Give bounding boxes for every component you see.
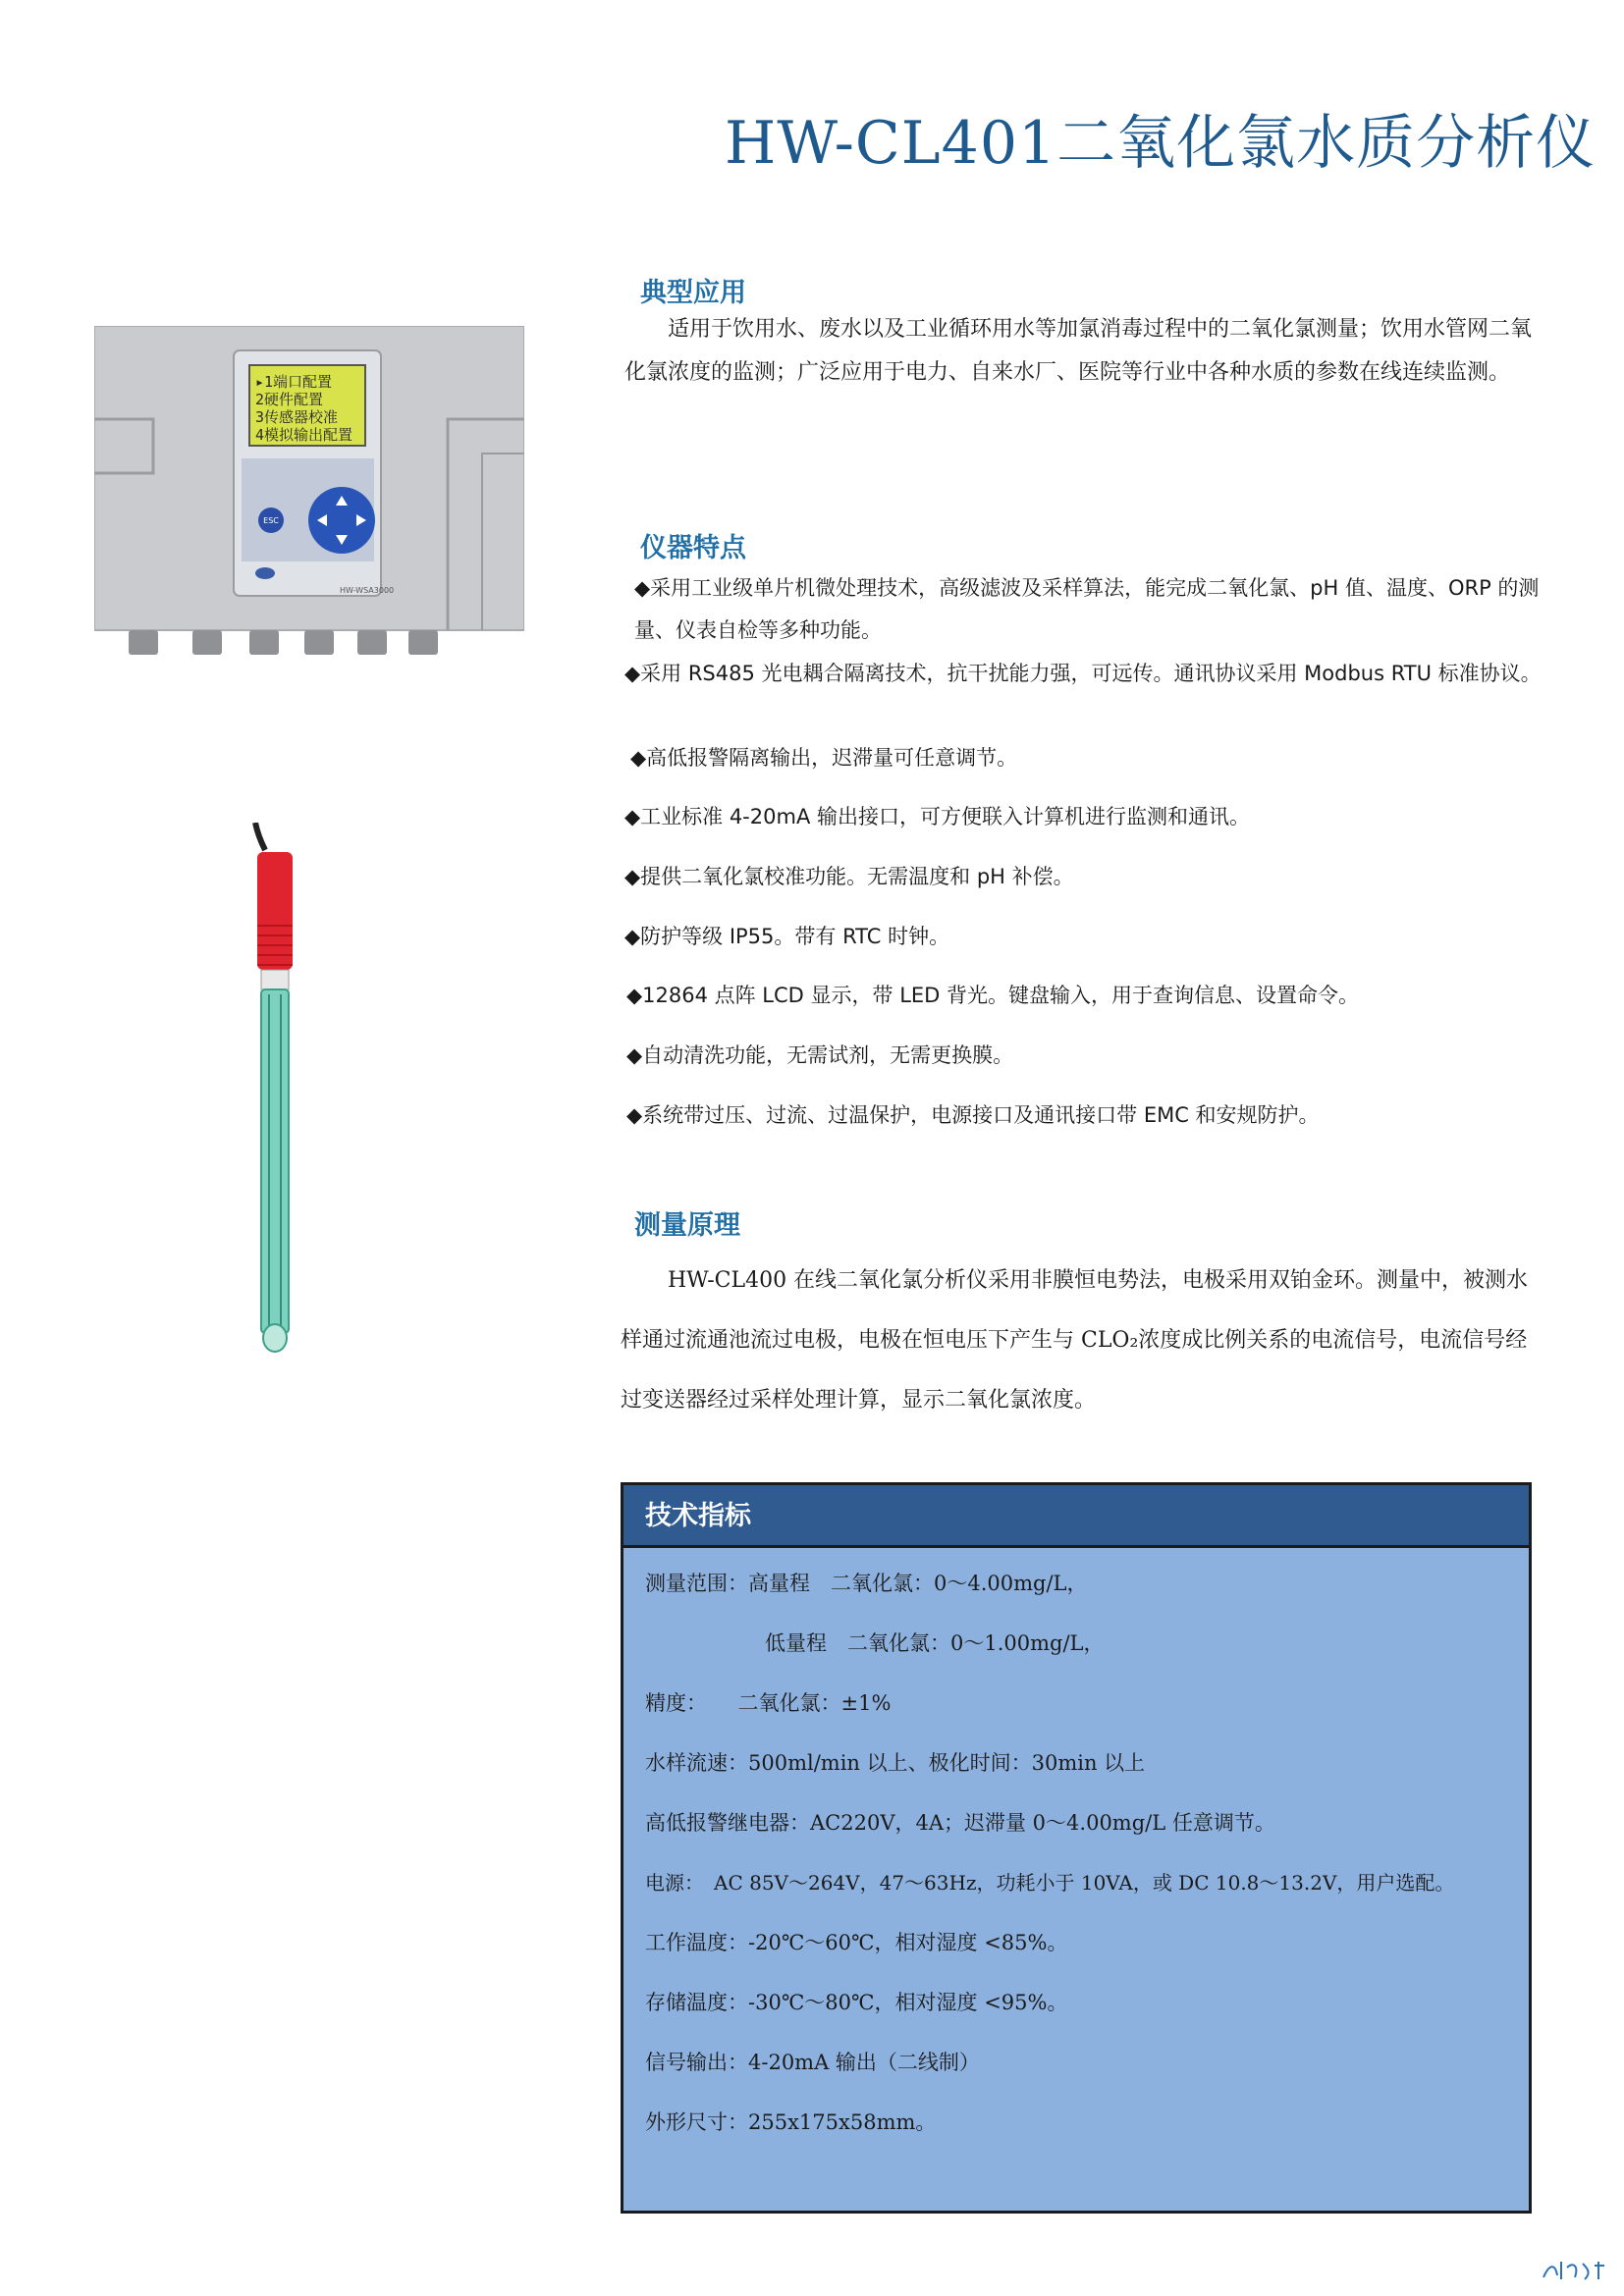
spec-signal: 信号输出：4-20mA 输出（二线制） bbox=[645, 2051, 980, 2074]
spec-body bbox=[623, 1548, 1529, 2153]
screen-line-2: 2硬件配置 bbox=[255, 391, 324, 408]
spec-accuracy: 精度： 二氧化氯：±1% bbox=[645, 1691, 892, 1715]
feature-item-3: ◆高低报警隔离输出，迟滞量可任意调节。 bbox=[630, 746, 1018, 770]
brand-logo-icon bbox=[1540, 2256, 1608, 2285]
page-title: HW-CL401二氧化氯水质分析仪 bbox=[725, 109, 1597, 178]
feature-item-9: ◆系统带过压、过流、过温保护，电源接口及通讯接口带 EMC 和安规防护。 bbox=[626, 1103, 1320, 1127]
principle-heading: 测量原理 bbox=[634, 1210, 740, 1241]
spec-box bbox=[621, 1482, 1532, 2214]
spec-power: 电源： AC 85V～264V，47～63Hz，功耗小于 10VA，或 DC 10.8～13.2V，用户选配。 bbox=[645, 1871, 1455, 1895]
screen-line-3: 3传感器校准 bbox=[255, 408, 339, 426]
feature-item-4: ◆工业标准 4-20mA 输出接口，可方便联入计算机进行监测和通讯。 bbox=[624, 805, 1250, 828]
application-text: 适用于饮用水、废水以及工业循环用水等加氯消毒过程中的二氧化氯测量；饮用水管网二氧化氯浓度的监测；广泛应用于电力、自来水厂、医院等行业中各种水质的参数在线连续监测。 bbox=[624, 317, 1533, 385]
features-heading: 仪器特点 bbox=[640, 533, 746, 563]
spec-relay: 高低报警继电器：AC220V，4A；迟滞量 0～4.00mg/L 任意调节。 bbox=[645, 1811, 1275, 1835]
feature-item-2: ◆采用 RS485 光电耦合隔离技术，抗干扰能力强，可远传。通讯协议采用 Modbus RTU 标准协议。 bbox=[624, 662, 1542, 685]
device-model-label: HW-WSA3000 bbox=[340, 586, 395, 595]
principle-text: HW-CL400 在线二氧化氯分析仪采用非膜恒电势法，电极采用双铂金环。测量中，被测水样通过流通池流过电极，电极在恒电压下产生与 CLO₂浓度成比例关系的电流信号，电流信号经过变送器经过采样处理计算，显示二氧化氯浓度。 bbox=[621, 1268, 1529, 1413]
esc-label: ESC bbox=[263, 516, 279, 525]
spec-range: 测量范围：高量程 二氧化氯：0～4.00mg/L， bbox=[645, 1572, 1088, 1595]
spec-range-low-row bbox=[645, 1614, 1529, 1674]
screen-line-1: ▸1端口配置 bbox=[255, 373, 333, 391]
feature-item-8: ◆自动清洗功能，无需试剂，无需更换膜。 bbox=[626, 1043, 1014, 1067]
screen-line-4: 4模拟输出配置 bbox=[255, 426, 353, 444]
spec-store-temp: 存储温度：-30℃～80℃，相对湿度 <95%。 bbox=[645, 1991, 1068, 2014]
spec-heading: 技术指标 bbox=[623, 1485, 1529, 1548]
chlorine-probe-image bbox=[236, 823, 314, 1362]
application-heading: 典型应用 bbox=[640, 278, 746, 308]
controller-device-image bbox=[94, 326, 524, 655]
feature-item-6: ◆防护等级 IP55。带有 RTC 时钟。 bbox=[624, 925, 950, 948]
spec-work-temp: 工作温度：-20℃～60℃，相对湿度 <85%。 bbox=[645, 1931, 1068, 1954]
feature-item-1: ◆采用工业级单片机微处理技术，高级滤波及采样算法，能完成二氧化氯、pH 值、温度、ORP 的测量、仪表自检等多种功能。 bbox=[634, 576, 1540, 642]
feature-item-5: ◆提供二氧化氯校准功能。无需温度和 pH 补偿。 bbox=[624, 865, 1074, 888]
spec-size: 外形尺寸：255x175x58mm。 bbox=[645, 2110, 937, 2134]
feature-item-7: ◆12864 点阵 LCD 显示，带 LED 背光。键盘输入，用于查询信息、设置命令。 bbox=[626, 984, 1360, 1007]
spec-flow: 水样流速：500ml/min 以上、极化时间：30min 以上 bbox=[645, 1751, 1146, 1775]
spec-range-low: 低量程 二氧化氯：0～1.00mg/L， bbox=[765, 1631, 1105, 1655]
